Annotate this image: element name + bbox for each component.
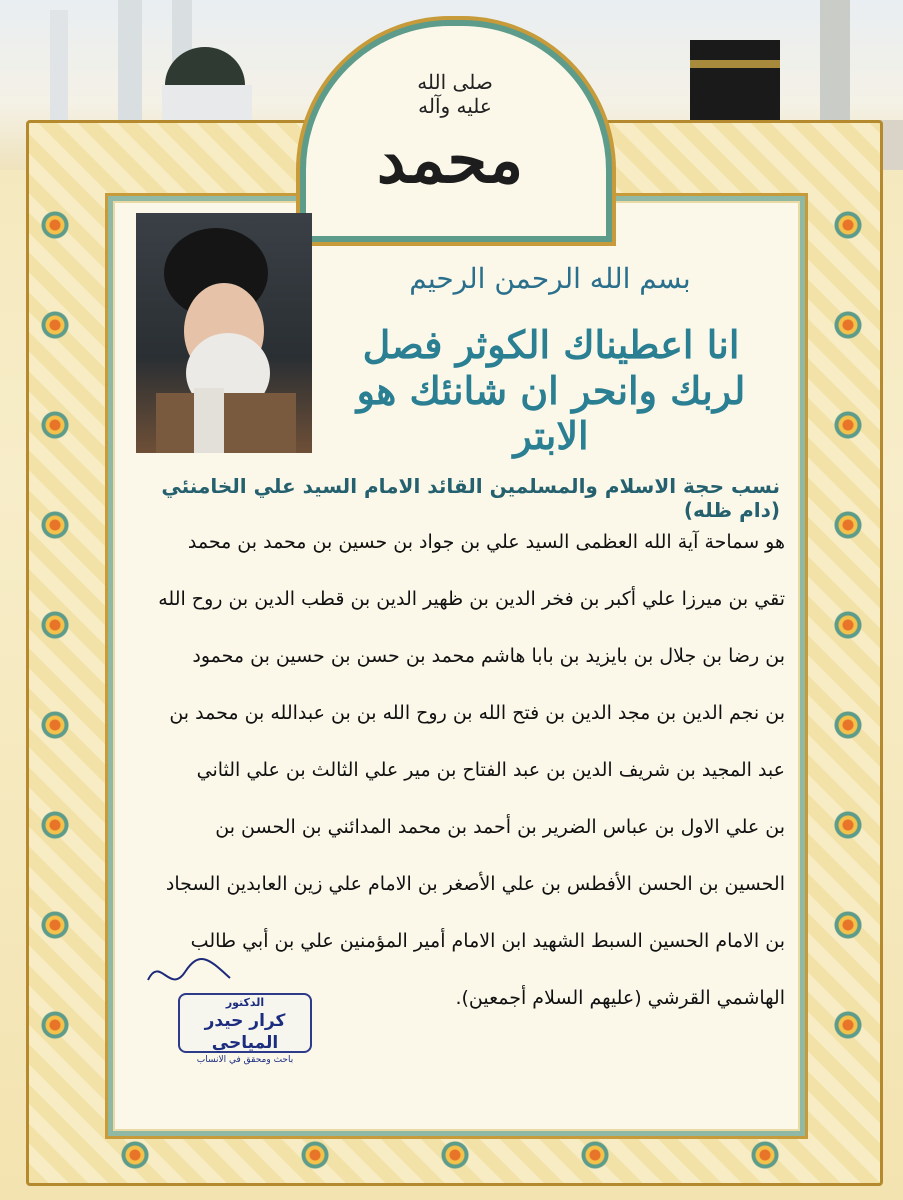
flower-ornament [40, 410, 70, 440]
lineage-line: تقي بن ميرزا علي أكبر بن فخر الدين بن ظهير الدين بن قطب الدين بن روح الله [158, 588, 785, 610]
flower-ornament [750, 1140, 780, 1170]
lineage-line: بن علي الاول بن عباس الضرير بن أحمد بن محمد المدائني بن الحسن بن [215, 816, 785, 838]
verse-calligraphy: انا اعطيناك الكوثر فصل لربك وانحر ان شانئك هو الابتر [356, 322, 746, 459]
muhammad-calligraphy: محمد [376, 122, 524, 198]
flower-ornament [833, 810, 863, 840]
flower-ornament [833, 610, 863, 640]
basmala-calligraphy: بسم الله الرحمن الرحيم [409, 262, 691, 295]
flower-ornament [440, 1140, 470, 1170]
lineage-line: هو سماحة آية الله العظمى السيد علي بن جواد بن حسين بن محمد بن محمد [187, 531, 785, 553]
flower-ornament [833, 310, 863, 340]
flower-ornament [300, 1140, 330, 1170]
flower-ornament [833, 410, 863, 440]
flower-ornament [40, 710, 70, 740]
lineage-line: الحسين بن الحسن الأفطس بن علي الأصغر بن الامام علي زين العابدين السجاد [165, 873, 785, 895]
author-stamp [178, 993, 312, 1065]
flower-ornament [833, 1010, 863, 1040]
stamp-name: كرار حيدر المياحي [204, 1011, 286, 1053]
flower-ornament [833, 510, 863, 540]
portrait-figure [136, 213, 312, 453]
document-heading: نسب حجة الاسلام والمسلمين القائد الامام السيد علي الخامنئي (دام ظله) [161, 474, 780, 522]
flower-ornament [40, 1010, 70, 1040]
lineage-line: بن رضا بن جلال بن بايزيد بن بابا هاشم محمد بن حسن بن حسين بن محمود [192, 645, 785, 667]
flower-ornament [833, 910, 863, 940]
flower-ornament [40, 310, 70, 340]
stamp-role: باحث ومحقق في الانساب [196, 1055, 294, 1065]
blessing-calligraphy: صلى الله عليه وآله [417, 70, 493, 118]
lineage-line: عبد المجيد بن شريف الدين بن عبد الفتاح بن مير علي الثالث بن علي الثاني [196, 759, 785, 781]
flower-ornament [40, 210, 70, 240]
portrait-photo [136, 213, 312, 453]
lineage-line: بن الامام الحسين السبط الشهيد ابن الامام أمير المؤمنين علي بن أبي طالب [190, 930, 785, 952]
flower-ornament [40, 810, 70, 840]
flower-ornament [580, 1140, 610, 1170]
stamp-title: الدكتور [225, 996, 265, 1009]
flower-ornament [833, 710, 863, 740]
flower-ornament [40, 910, 70, 940]
flower-ornament [120, 1140, 150, 1170]
flower-ornament [40, 610, 70, 640]
flower-ornament [833, 210, 863, 240]
lineage-line: بن نجم الدين بن مجد الدين بن فتح الله بن روح الله بن بن عبدالله بن محمد بن [169, 702, 785, 724]
lineage-line: الهاشمي القرشي (عليهم السلام أجمعين). [455, 987, 785, 1009]
flower-ornament [40, 510, 70, 540]
